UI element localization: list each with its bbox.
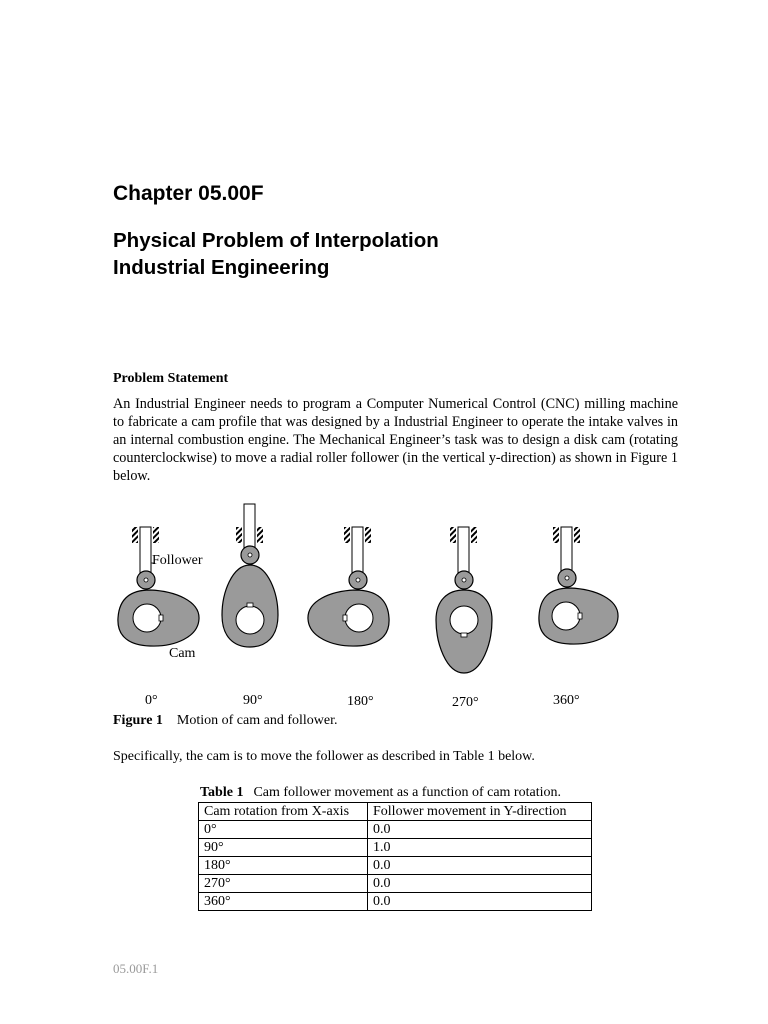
figure-caption	[113, 713, 337, 729]
table-cell-rotation: 90°	[199, 839, 368, 857]
document-title-line-1: Physical Problem of Interpolation	[113, 229, 439, 252]
table-cell-rotation: 0°	[199, 821, 368, 839]
problem-statement-paragraph: An Industrial Engineer needs to program a Computer Numerical Control (CNC) milling machine to fabricate a cam profile that was designed by a Industrial Engineer to operate the intake valves in an internal combustion engine. The Mechanical Engineer’s task was to design a disk cam (rotating counterclockwise) to move a radial roller follower (in the vertical y-direction) as shown in Figure 1 below.	[113, 396, 678, 484]
angle-label-0: 0°	[145, 693, 158, 708]
angle-label-270: 270°	[452, 695, 479, 710]
table-cell-rotation: 270°	[199, 875, 368, 893]
section-heading: Problem Statement	[113, 371, 229, 386]
table-cell-movement: 0.0	[368, 893, 592, 911]
table-header-follower-movement: Follower movement in Y-direction	[368, 803, 592, 821]
table-cell-movement: 0.0	[368, 875, 592, 893]
table-row	[199, 821, 592, 839]
cam-stage-90deg	[222, 504, 278, 647]
table-header-cam-rotation: Cam rotation from X-axis	[199, 803, 368, 821]
table-header-row	[199, 803, 592, 821]
angle-label-90: 90°	[243, 693, 263, 708]
specifically-paragraph: Specifically, the cam is to move the follower as described in Table 1 below.	[113, 749, 535, 764]
figure-caption-label: Figure 1	[113, 713, 163, 728]
angle-label-360: 360°	[553, 693, 580, 708]
cam-stage-360deg	[539, 527, 618, 644]
figure-caption-text: Motion of cam and follower.	[176, 713, 338, 728]
angle-label-180: 180°	[347, 694, 374, 709]
table-cell-movement: 0.0	[368, 821, 592, 839]
document-title-line-2: Industrial Engineering	[113, 256, 330, 279]
cam-stage-270deg	[436, 527, 492, 673]
cam-follower-table	[198, 802, 592, 911]
table-row	[199, 839, 592, 857]
cam-label: Cam	[169, 646, 196, 661]
chapter-title: Chapter 05.00F	[113, 182, 264, 205]
table-caption-text: Cam follower movement as a function of cam rotation.	[253, 785, 561, 800]
table-cell-rotation: 180°	[199, 857, 368, 875]
table-cell-movement: 1.0	[368, 839, 592, 857]
table-caption	[200, 785, 561, 801]
table-row	[199, 875, 592, 893]
cam-follower-figure	[110, 495, 650, 715]
table-row	[199, 857, 592, 875]
cam-stage-0deg	[118, 527, 199, 646]
table-cell-rotation: 360°	[199, 893, 368, 911]
cam-stage-180deg	[308, 527, 389, 646]
follower-label: Follower	[152, 553, 203, 568]
page-number: 05.00F.1	[113, 961, 159, 976]
table-cell-movement: 0.0	[368, 857, 592, 875]
table-caption-label: Table 1	[200, 785, 244, 800]
table-row	[199, 893, 592, 911]
